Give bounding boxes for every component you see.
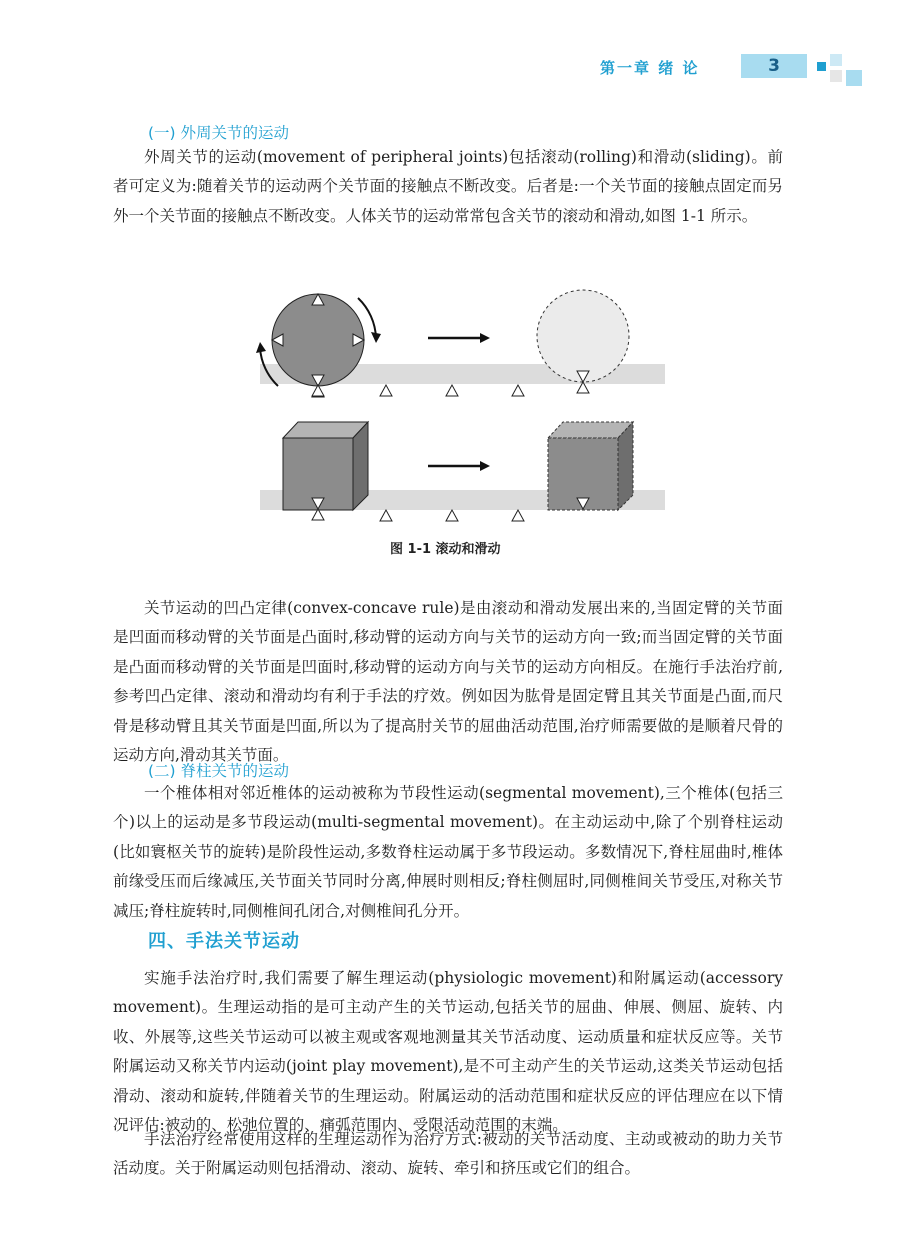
paragraph: 手法治疗经常使用这样的生理运动作为治疗方式:被动的关节活动度、主动或被动的助力关节活动度。关于附属运动则包括滑动、滚动、旋转、牵引和挤压或它们的组合。	[113, 1130, 783, 1178]
header-decoration	[830, 70, 842, 82]
rotation-arrowhead	[371, 332, 381, 343]
direction-arrowhead	[480, 333, 490, 343]
rotation-arrowhead	[256, 342, 266, 353]
surface-marker	[446, 510, 458, 521]
surface-marker	[512, 385, 524, 396]
surface-marker	[512, 510, 524, 521]
surface-marker	[380, 385, 392, 396]
surface-marker	[380, 510, 392, 521]
paragraph: 实施手法治疗时,我们需要了解生理运动(physiologic movement)和附属运动(accessory movement)。生理运动指的是可主动产生的关节运动,包括关节的屈曲、伸展、侧屈、旋转、内收、外展等,这些关节运动可以被主观或客观地测量其关节活动度、运动质量和症状反应等。关节附属运动又称关节内运动(joint play movement),是不可主动产生的关节运动,这类关节运动包括滑动、滚动和旋转,伴随着关节的生理运动。附属运动的活动范围和症状反应的评估理应在以下情况评估:被动的、松弛位置的、痛弧范围内、受限活动范围的末端。	[113, 969, 783, 1135]
cube-side	[353, 422, 368, 510]
chapter-title: 第一章 绪 论	[600, 59, 700, 77]
page-number: 3	[741, 54, 807, 78]
rolled-circle-outline	[537, 290, 629, 382]
paragraph: 一个椎体相对邻近椎体的运动被称为节段性运动(segmental movement),三个椎体(包括三个)以上的运动是多节段运动(multi-segmental movement)。在主动运动中,除了个别脊柱运动(比如寰枢关节的旋转)是阶段性运动,多数脊柱运动属于多节段运动。多数情况下,脊柱屈曲时,椎体前缘受压而后缘减压,关节面关节同时分离,伸展时则相反;脊柱侧屈时,同侧椎间关节受压,对称关节减压;脊柱旋转时,同侧椎间孔闭合,对侧椎间孔分开。	[113, 784, 783, 920]
section-title: 四、手法关节运动	[148, 931, 300, 952]
subsection-title: (一) 外周关节的运动	[148, 124, 290, 142]
rolling-circle	[272, 294, 364, 386]
direction-arrowhead	[480, 461, 490, 471]
paragraph: 关节运动的凹凸定律(convex-concave rule)是由滚动和滑动发展出来的,当固定臂的关节面是凹面而移动臂的关节面是凸面时,移动臂的运动方向与关节的运动方向一致;而当固定臂的关节面是凸面而移动臂的关节面是凹面时,移动臂的运动方向与关节的运动方向相反。在施行手法治疗前,参考凹凸定律、滚动和滑动均有利于手法的疗效。例如因为肱骨是固定臂且其关节面是凸面,而尺骨是移动臂且其关节面是凹面,所以为了提高肘关节的屈曲活动范围,治疗师需要做的是顺着尺骨的运动方向,滑动其关节面。	[113, 599, 783, 765]
paragraph: 外周关节的运动(movement of peripheral joints)包括滚动(rolling)和滑动(sliding)。前者可定义为:随着关节的运动两个关节面的接触点不断改变。后者是:一个关节面的接触点固定而另外一个关节面的接触点不断改变。人体关节的运动常常包含关节的滚动和滑动,如图 1-1 所示。	[113, 148, 783, 225]
surface-marker	[446, 385, 458, 396]
header-decoration	[830, 54, 842, 66]
header-decoration	[846, 70, 862, 86]
surface-marker	[312, 385, 324, 396]
header-decoration	[817, 62, 826, 71]
subsection-title: (二) 脊柱关节的运动	[148, 762, 290, 780]
rolling-sliding-figure	[250, 288, 670, 528]
contact-triangle	[312, 509, 324, 520]
figure-caption: 图 1-1 滚动和滑动	[390, 542, 501, 557]
